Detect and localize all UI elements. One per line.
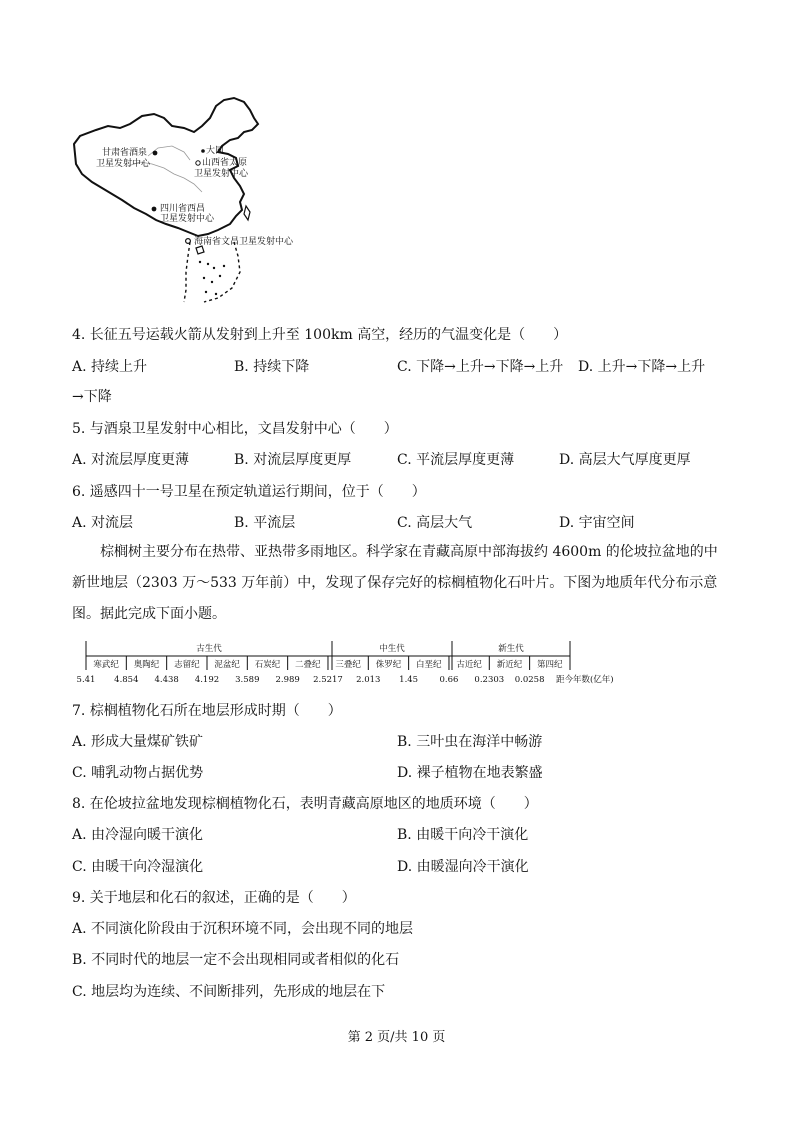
- timeline-period-label: 石炭纪: [254, 660, 281, 670]
- timeline-period-label: 新近纪: [496, 660, 523, 670]
- timeline-period-label: 寒武纪: [93, 660, 119, 670]
- map-label-jiuquan-1: 甘肃省酒泉: [102, 148, 148, 158]
- china-map-outline: [68, 96, 318, 308]
- q6-option-a[interactable]: A. 对流层: [72, 515, 134, 531]
- taiyuan-marker: [196, 161, 200, 165]
- q6-stem: 6. 遥感四十一号卫星在预定轨道运行期间，位于（ ）: [72, 484, 426, 500]
- q7-option-c[interactable]: C. 哺乳动物占据优势: [72, 765, 204, 781]
- timeline-age-label: 2.5217: [313, 675, 343, 685]
- q8-option-a[interactable]: A. 由冷湿向暖干演化: [72, 827, 204, 843]
- timeline-age-label: 4.438: [154, 675, 179, 685]
- timeline-period-label: 二叠纪: [295, 660, 321, 670]
- q6-option-d[interactable]: D. 宇宙空间: [559, 515, 635, 531]
- q7-option-a[interactable]: A. 形成大量煤矿铁矿: [72, 734, 204, 750]
- xichang-marker: [152, 207, 157, 212]
- timeline-period-label: 志留纪: [174, 660, 200, 670]
- timeline-period-label: 侏罗纪: [375, 660, 402, 670]
- q8-option-d[interactable]: D. 由暖湿向冷干演化: [397, 859, 529, 875]
- q5-stem: 5. 与酒泉卫星发射中心相比，文昌发射中心（ ）: [72, 421, 398, 437]
- passage-text: 棕榈树主要分布在热带、亚热带多雨地区。科学家在青藏高原中部海拔约 4600m 的伦坡拉盆地的中新世地层（2303 万～533 万年前）中，发现了保存完好的棕榈植物化石叶片。下图为地质年代分布示意图。据此完成下面小题。: [72, 544, 718, 622]
- geologic-timeline-svg: [70, 636, 630, 690]
- timeline-age-label: 2.989: [275, 675, 300, 685]
- map-label-xichang-1: 四川省西昌: [160, 204, 206, 214]
- q7-stem: 7. 棕榈植物化石所在地层形成时期（ ）: [72, 703, 342, 719]
- timeline-age-label: 4.192: [194, 675, 220, 685]
- timeline-period-label: 古近纪: [456, 660, 482, 670]
- timeline-era-label: 古生代: [196, 644, 222, 654]
- timeline-period-label: 白垩纪: [416, 660, 442, 670]
- q5-option-a[interactable]: A. 对流层厚度更薄: [72, 452, 190, 468]
- map-label-taiyuan-2: 卫星发射中心: [194, 169, 249, 179]
- timeline-period-label: 三叠纪: [335, 660, 361, 670]
- q9-stem: 9. 关于地层和化石的叙述，正确的是（ ）: [72, 890, 356, 906]
- timeline-age-label: 4.854: [114, 675, 139, 685]
- timeline-unit-label: 距今年数(亿年): [555, 675, 614, 685]
- q8-option-b[interactable]: B. 由暖干向冷干演化: [397, 827, 529, 843]
- map-label-taiyuan-1: 山西省太原: [202, 158, 248, 168]
- geologic-timeline: [70, 636, 630, 690]
- q5-option-c[interactable]: C. 平流层厚度更薄: [397, 452, 515, 468]
- timeline-era-label: 中生代: [379, 644, 405, 654]
- q4-option-a[interactable]: A. 持续上升: [72, 359, 148, 375]
- timeline-period-label: 奥陶纪: [133, 660, 160, 670]
- wenchang-marker: [186, 239, 191, 244]
- timeline-age-label: 0.2303: [474, 675, 505, 685]
- timeline-age-label: 5.41: [76, 675, 96, 685]
- q7-option-b[interactable]: B. 三叶虫在海洋中畅游: [397, 734, 543, 750]
- q4-option-b[interactable]: B. 持续下降: [234, 359, 310, 375]
- timeline-age-label: 0.0258: [514, 675, 545, 685]
- q9-option-a[interactable]: A. 不同演化阶段由于沉积环境不同，会出现不同的地层: [72, 921, 414, 937]
- china-map-figure: [68, 96, 318, 308]
- timeline-age-label: 1.45: [399, 675, 419, 685]
- q8-stem: 8. 在伦坡拉盆地发现棕榈植物化石，表明青藏高原地区的地质环境（ ）: [72, 796, 538, 812]
- timeline-age-label: 3.589: [235, 675, 260, 685]
- q4-option-d[interactable]: D. 上升→下降→上升: [578, 359, 706, 375]
- q7-option-d[interactable]: D. 裸子植物在地表繁盛: [397, 765, 543, 781]
- map-label-datong: 大同: [206, 146, 225, 156]
- map-label-jiuquan-2: 卫星发射中心: [96, 159, 151, 169]
- timeline-era-label: 新生代: [498, 644, 524, 654]
- q5-option-d[interactable]: D. 高层大气厚度更厚: [559, 452, 691, 468]
- timeline-age-label: 0.66: [439, 675, 459, 685]
- jiuquan-marker: [153, 151, 158, 156]
- q4-stem: 4. 长征五号运载火箭从发射到上升至 100km 高空，经历的气温变化是（ ）: [72, 327, 568, 343]
- q9-option-c[interactable]: C. 地层均为连续、不间断排列，先形成的地层在下: [72, 984, 386, 1000]
- page-footer: 第 2 页/共 10 页: [347, 1030, 446, 1045]
- q4-option-c[interactable]: C. 下降→上升→下降→上升: [397, 359, 564, 375]
- map-label-wenchang: 海南省文昌卫星发射中心: [194, 237, 294, 247]
- q6-option-c[interactable]: C. 高层大气: [397, 515, 473, 531]
- datong-marker: [201, 149, 205, 153]
- q6-option-b[interactable]: B. 平流层: [234, 515, 296, 531]
- timeline-period-label: 第四纪: [537, 660, 563, 670]
- q4-option-d-continued: →下降: [72, 389, 112, 405]
- map-label-xichang-2: 卫星发射中心: [160, 214, 215, 224]
- q5-option-b[interactable]: B. 对流层厚度更厚: [234, 452, 352, 468]
- timeline-period-label: 泥盆纪: [214, 660, 240, 670]
- timeline-age-label: 2.013: [356, 675, 381, 685]
- q9-option-b[interactable]: B. 不同时代的地层一定不会出现相同或者相似的化石: [72, 952, 400, 968]
- q8-option-c[interactable]: C. 由暖干向冷湿演化: [72, 859, 204, 875]
